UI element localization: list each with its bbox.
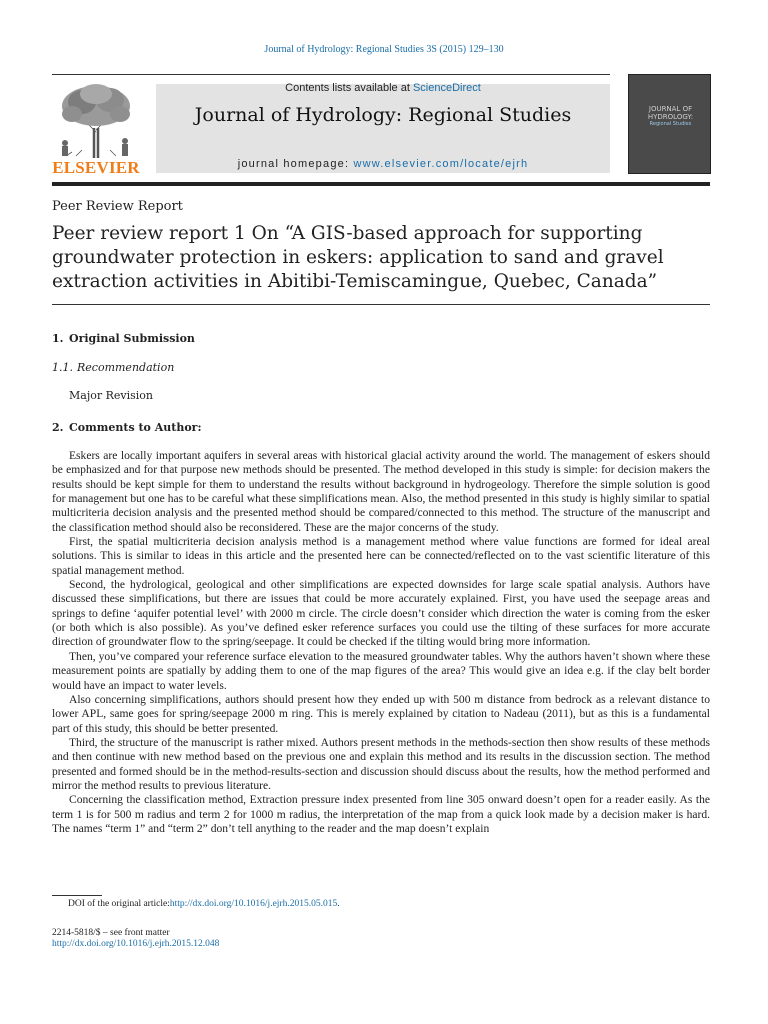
subsection-title: Recommendation (77, 361, 175, 374)
cover-title: JOURNAL OF HYDROLOGY: (647, 105, 694, 121)
doi-link[interactable]: http://dx.doi.org/10.1016/j.ejrh.2015.12.048 (52, 939, 220, 949)
article-type: Peer Review Report (52, 199, 183, 214)
section-number: 2. (52, 421, 64, 434)
section-title: Comments to Author: (69, 421, 202, 434)
homepage-prefix: journal homepage: (237, 158, 354, 170)
comments-body (52, 449, 710, 836)
paragraph: Second, the hydrological, geological and other simplifications are expected downsides for large scale spatial analysis. Authors have discussed these simplifications, but there are issues that could be more accurately explained. First, you have used the seepage areas and springs to define ‘aquifer potential level’ with 2000 m circle. The circle doesn’t consider which direction the water is coming from the esker (or both which is also possible). As you’ve defined esker reference surfaces you could use the tilting of these surfaces for more accurate direction of groundwater flow to the spring/seepage. It could be checked if the tilting would bring more information. (52, 579, 710, 649)
tree-icon (52, 80, 140, 158)
title-rule (52, 304, 710, 305)
article-title: Peer review report 1 On “A GIS-based approach for supporting groundwater protection in eskers: application to sand and gravel extraction activities in Abitibi-Temiscamingue, Quebec, Canada” (52, 223, 664, 292)
cover-subtitle: Regional Studies (649, 121, 692, 127)
issn-line: 2214-5818/$ – see front matter (52, 928, 170, 938)
homepage-line (156, 158, 610, 170)
section-heading-original-submission (52, 332, 195, 345)
section-title: Original Submission (69, 332, 195, 345)
publisher-name: ELSEVIER (52, 158, 140, 177)
contents-line (156, 82, 610, 94)
footnote-suffix: . (337, 899, 340, 909)
paragraph: Also concerning simplifications, authors should present how they ended up with 500 m distance from bedrock as a relevant distance to lower APL, same goes for spring/seepage 2000 m ring. This is merely explained by citation to Nadeau (2011), but as this is a fundamental part of this study, this should be better presented. (52, 693, 710, 735)
footnote-rule (52, 895, 102, 896)
paragraph: Eskers are locally important aquifers in several areas with historical glacial activity around the world. The management of eskers should be emphasized and for that purpose new methods should be presented. The method developed in this study is simple: for decision makers the results should be kept simple for them to understand the results without background in hydrogeology. Therefore the simple solution is good for management but one has to be careful what these simplifications mean. Also, the method presented in this study is highly similar to spatial multicriteria decision analysis and the presented method should be compared/connected to this method. The structure of the manuscript and the classification method should also be reconsidered. These are the major concerns of the study. (52, 450, 710, 534)
homepage-link[interactable]: www.elsevier.com/locate/ejrh (353, 158, 529, 170)
footnote (68, 899, 340, 909)
paragraph: Then, you’ve compared your reference surface elevation to the measured groundwater tables. Why the authors haven’t shown where these measurement points are spatially by adding them to one of the map figures of the area? This would give an idea e.g. if the clay belt border would have an impact to water levels. (52, 650, 710, 692)
masthead-top-rule (52, 74, 610, 75)
masthead-bottom-rule (52, 182, 710, 186)
section-heading-comments (52, 421, 202, 434)
sciencedirect-link[interactable]: ScienceDirect (412, 82, 481, 94)
recommendation-value: Major Revision (69, 389, 154, 402)
journal-cover[interactable] (628, 74, 711, 174)
contents-prefix: Contents lists available at (285, 82, 413, 94)
subsection-heading-recommendation (52, 361, 174, 374)
elsevier-logo[interactable] (52, 80, 140, 178)
section-number: 1. (52, 332, 64, 345)
original-article-doi-link[interactable]: http://dx.doi.org/10.1016/j.ejrh.2015.05.015 (169, 899, 338, 909)
subsection-number: 1.1. (52, 361, 73, 374)
journal-title: Journal of Hydrology: Regional Studies (194, 104, 572, 126)
paragraph: First, the spatial multicriteria decision analysis method is a management method where value functions are formed for ideal areal solutions. This is similar to ideas in this article and the presented here can be connected/reflected on to the vast scientific literature of this spatial management method. (52, 536, 710, 577)
footnote-prefix: DOI of the original article: (68, 899, 170, 909)
paragraph: Concerning the classification method, Extraction pressure index presented from line 305 onward doesn’t open for a reader easily. As the term 1 is for 500 m radius and term 2 for 1000 m radius, the interpretation of the map from a quick look made by a decision maker is hard. The names “term 1” and “term 2” don’t tell anything to the reader and the map doesn’t explain (52, 794, 710, 835)
paragraph: Third, the structure of the manuscript is rather mixed. Authors present methods in the methods-section then show results of these methods and then continue with new method based on the previous one and explain this method and its results in the discussion section. The method presented and formed should be in the method-results-section and discussion should discuss about the results, how the method performed and mirror the method results to previous literature. (52, 736, 710, 792)
journal-reference[interactable]: Journal of Hydrology: Regional Studies 3S (2015) 129–130 (264, 44, 504, 55)
